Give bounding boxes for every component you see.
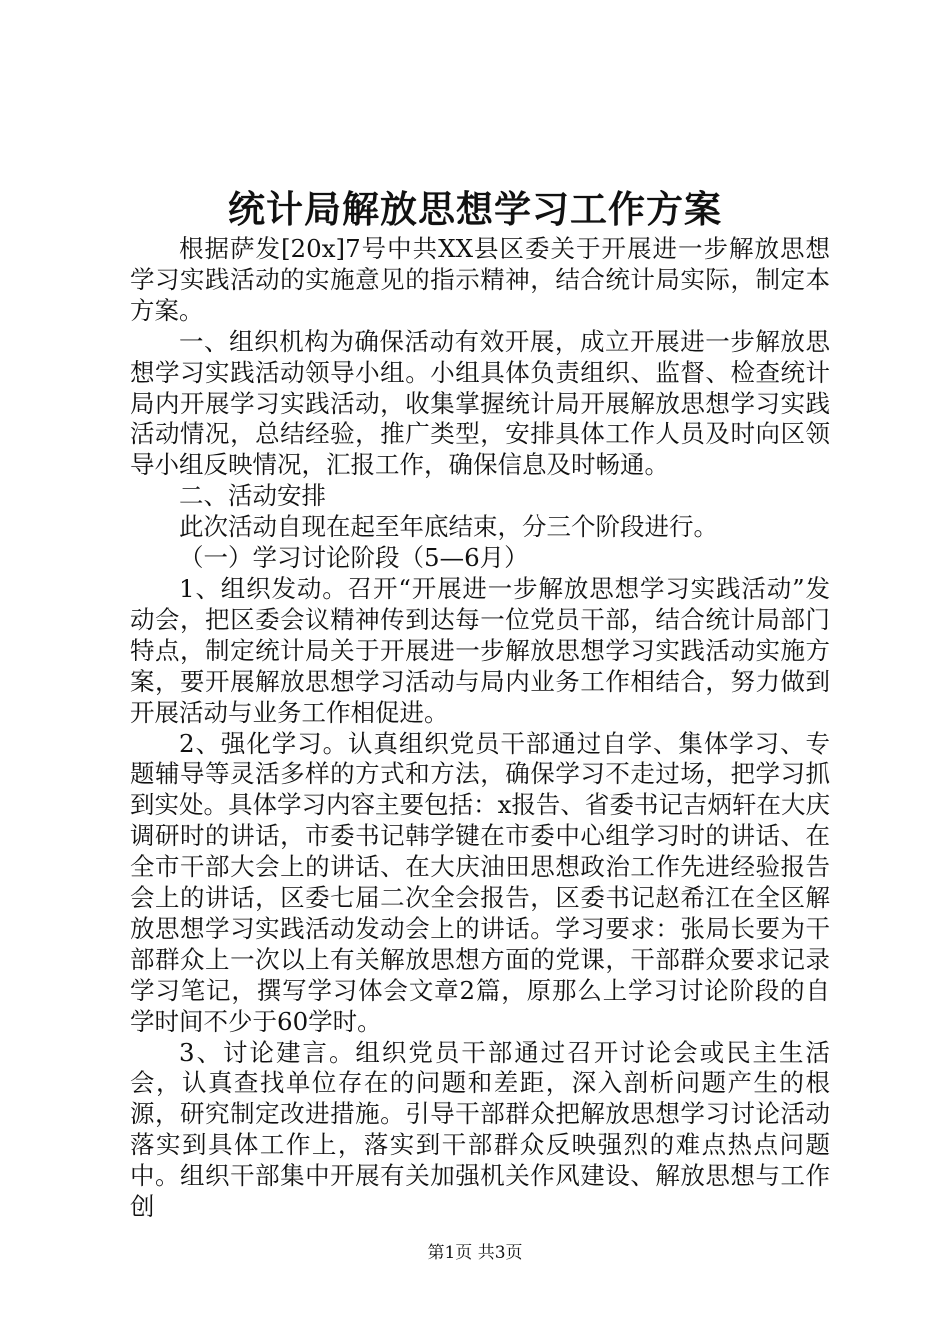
paragraph-mobilization: 1、组织发动。召开“开展进一步解放思想学习实践活动”发动会，把区委会议精神传到达每一位党员干部，结合统计局部门特点，制定统计局关于开展进一步解放思想学习实践活动实施方案，要开展解放思想学习活动与局内业务工作相结合，努力做到开展活动与业务工作相促进。 — [130, 573, 830, 727]
paragraph-study: 2、强化学习。认真组织党员干部通过自学、集体学习、专题辅导等灵活多样的方式和方法，确保学习不走过场，把学习抓到实处。具体学习内容主要包括：x报告、省委书记吉炳轩在大庆调研时的讲话，市委书记韩学键在市委中心组学习时的讲话、在全市干部大会上的讲话、在大庆油田思想政治工作先进经验报告会上的讲话，区委七届二次全会报告，区委书记赵希江在全区解放思想学习实践活动发动会上的讲话。学习要求：张局长要为干部群众上一次以上有关解放思想方面的党课，干部群众要求记录学习笔记，撰写学习体会文章2篇，原那么上学习讨论阶段的自学时间不少于60学时。 — [130, 728, 830, 1036]
section-heading-activities: 二、活动安排 — [179, 481, 326, 511]
paragraph-intro: 根据萨发[20x]7号中共XX县区委关于开展进一步解放思想学习实践活动的实施意见的指示精神，结合统计局实际，制定本方案。 — [130, 234, 830, 325]
paragraph-discussion: 3、讨论建言。组织党员干部通过召开讨论会或民主生活会，认真查找单位存在的问题和差距，深入剖析问题产生的根源，研究制定改进措施。引导干部群众把解放思想学习讨论活动落实到具体工作上，落实到干部群众反映强烈的难点热点问题中。组织干部集中开展有关加强机关作风建设、解放思想与工作创 — [130, 1037, 830, 1222]
document-body — [130, 234, 830, 1223]
subsection-heading-study-stage: （一）学习讨论阶段（5—6月） — [179, 543, 529, 573]
paragraph-schedule: 此次活动自现在起至年底结束，分三个阶段进行。 — [179, 512, 718, 542]
paragraph-organization: 一、组织机构为确保活动有效开展，成立开展进一步解放思想学习实践活动领导小组。小组具体负责组织、监督、检查统计局内开展学习实践活动，收集掌握统计局开展解放思想学习实践活动情况，总结经验，推广类型，安排具体工作人员及时向区领导小组反映情况，汇报工作，确保信息及时畅通。 — [130, 326, 830, 480]
page-footer: 第1页 共3页 — [427, 1243, 523, 1263]
document-title: 统计局解放思想学习工作方案 — [228, 187, 722, 231]
